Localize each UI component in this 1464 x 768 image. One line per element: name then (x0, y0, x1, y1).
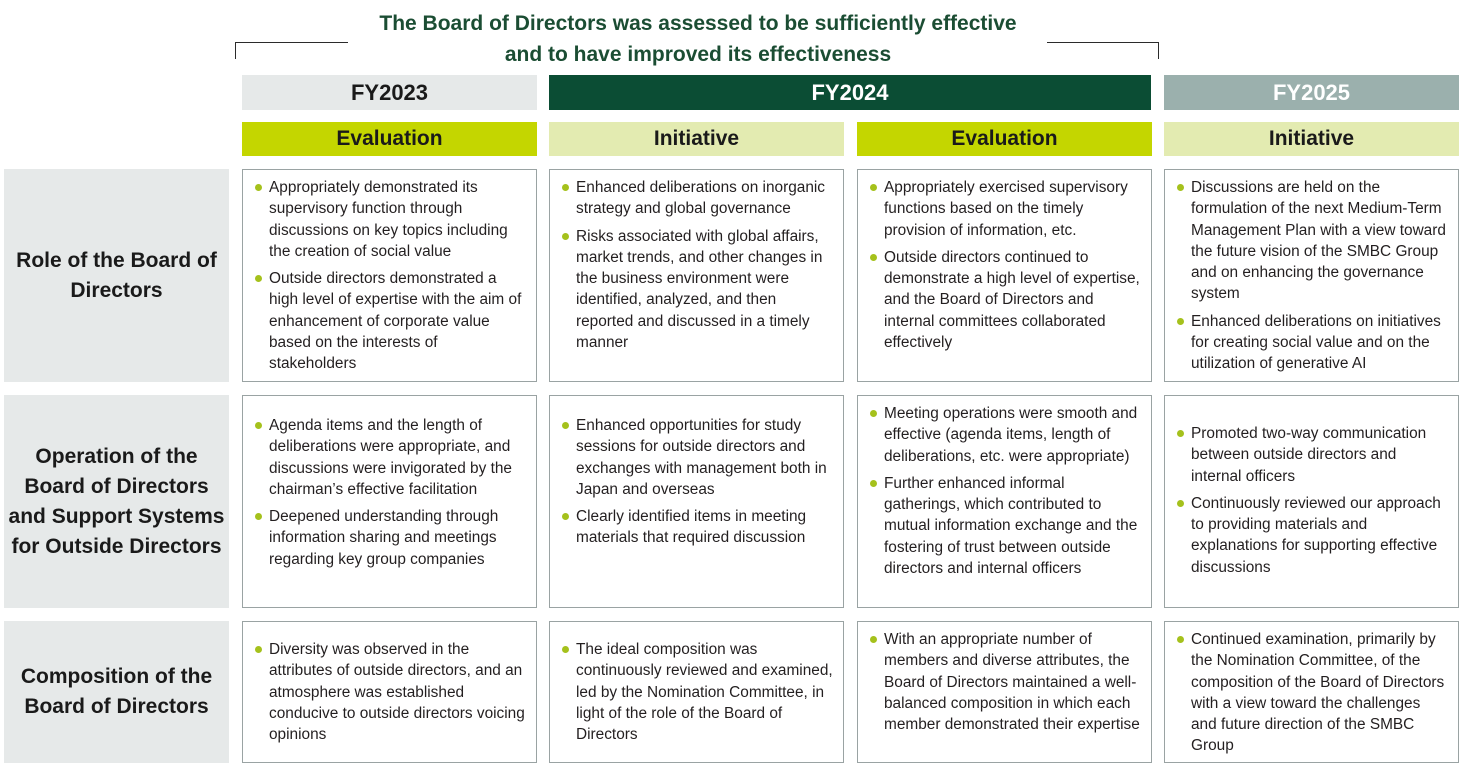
column-header-fy2024-initiative: Initiative (549, 122, 844, 156)
cell-role-fy2025-initiative (1164, 169, 1459, 382)
column-header-fy2025-initiative: Initiative (1164, 122, 1459, 156)
list-item: Further enhanced informal gatherings, which contributed to mutual information exchange and the fostering of trust between outside directors and internal officers (870, 473, 1143, 579)
list-item: Appropriately exercised supervisory functions based on the timely provision of information, etc. (870, 177, 1143, 241)
list-item: Discussions are held on the formulation of the next Medium-Term Management Plan with a view toward the future vision of the SMBC Group and on enhancing the governance system (1177, 177, 1450, 305)
cell-composition-fy2023-evaluation (242, 621, 537, 763)
headline-bracket-right (1047, 42, 1159, 59)
cell-role-fy2024-initiative (549, 169, 844, 382)
list-item: Clearly identified items in meeting materials that required discussion (562, 506, 835, 549)
list-item: Continued examination, primarily by the Nomination Committee, of the composition of the Board of Directors with a view toward the challenges and future direction of the SMBC Group (1177, 629, 1450, 757)
list-item: Promoted two-way communication between outside directors and internal officers (1177, 423, 1450, 487)
list-item: With an appropriate number of members and diverse attributes, the Board of Directors maintained a well-balanced composition in which each member demonstrated their expertise (870, 629, 1143, 735)
list-item: Agenda items and the length of deliberations were appropriate, and discussions were invigorated by the chairman’s effective facilitation (255, 415, 528, 500)
list-item: Appropriately demonstrated its supervisory function through discussions on key topics including the creation of social value (255, 177, 528, 262)
column-header-fy2023-evaluation: Evaluation (242, 122, 537, 156)
list-item: Outside directors continued to demonstrate a high level of expertise, and the Board of Directors and internal committees collaborated effectively (870, 247, 1143, 353)
list-item: Continuously reviewed our approach to providing materials and explanations for supporting effective discussions (1177, 493, 1450, 578)
headline (300, 8, 1096, 70)
headline-bracket-left (235, 42, 348, 59)
year-bar-fy2024: FY2024 (549, 75, 1151, 110)
year-bar-fy2023: FY2023 (242, 75, 537, 110)
list-item: Enhanced opportunities for study sessions for outside directors and exchanges with management both in Japan and overseas (562, 415, 835, 500)
list-item: Enhanced deliberations on initiatives for creating social value and on the utilization of generative AI (1177, 311, 1450, 375)
cell-operation-fy2023-evaluation (242, 395, 537, 608)
list-item: The ideal composition was continuously reviewed and examined, led by the Nomination Committee, in light of the role of the Board of Directors (562, 639, 835, 745)
cell-composition-fy2025-initiative (1164, 621, 1459, 763)
row-label-operation: Operation of the Board of Directors and Support Systems for Outside Directors (4, 395, 229, 608)
cell-role-fy2024-evaluation (857, 169, 1152, 382)
cell-operation-fy2025-initiative (1164, 395, 1459, 608)
row-label-role: Role of the Board of Directors (4, 169, 229, 382)
row-label-composition: Composition of the Board of Directors (4, 621, 229, 763)
headline-line-2: and to have improved its effectiveness (504, 43, 892, 66)
headline-line-1: The Board of Directors was assessed to be sufficiently effective (379, 12, 1017, 35)
cell-composition-fy2024-initiative (549, 621, 844, 763)
year-bar-fy2025: FY2025 (1164, 75, 1459, 110)
list-item: Outside directors demonstrated a high level of expertise with the aim of enhancement of corporate value based on the interests of stakeholders (255, 268, 528, 374)
cell-operation-fy2024-evaluation (857, 395, 1152, 608)
list-item: Risks associated with global affairs, market trends, and other changes in the business environment were identified, analyzed, and then reported and discussed in a timely manner (562, 226, 835, 354)
list-item: Enhanced deliberations on inorganic strategy and global governance (562, 177, 835, 220)
list-item: Deepened understanding through information sharing and meetings regarding key group companies (255, 506, 528, 570)
cell-role-fy2023-evaluation (242, 169, 537, 382)
column-header-fy2024-evaluation: Evaluation (857, 122, 1152, 156)
list-item: Diversity was observed in the attributes of outside directors, and an atmosphere was established conducive to outside directors voicing opinions (255, 639, 528, 745)
cell-operation-fy2024-initiative (549, 395, 844, 608)
cell-composition-fy2024-evaluation (857, 621, 1152, 763)
list-item: Meeting operations were smooth and effective (agenda items, length of deliberations, etc. were appropriate) (870, 403, 1143, 467)
